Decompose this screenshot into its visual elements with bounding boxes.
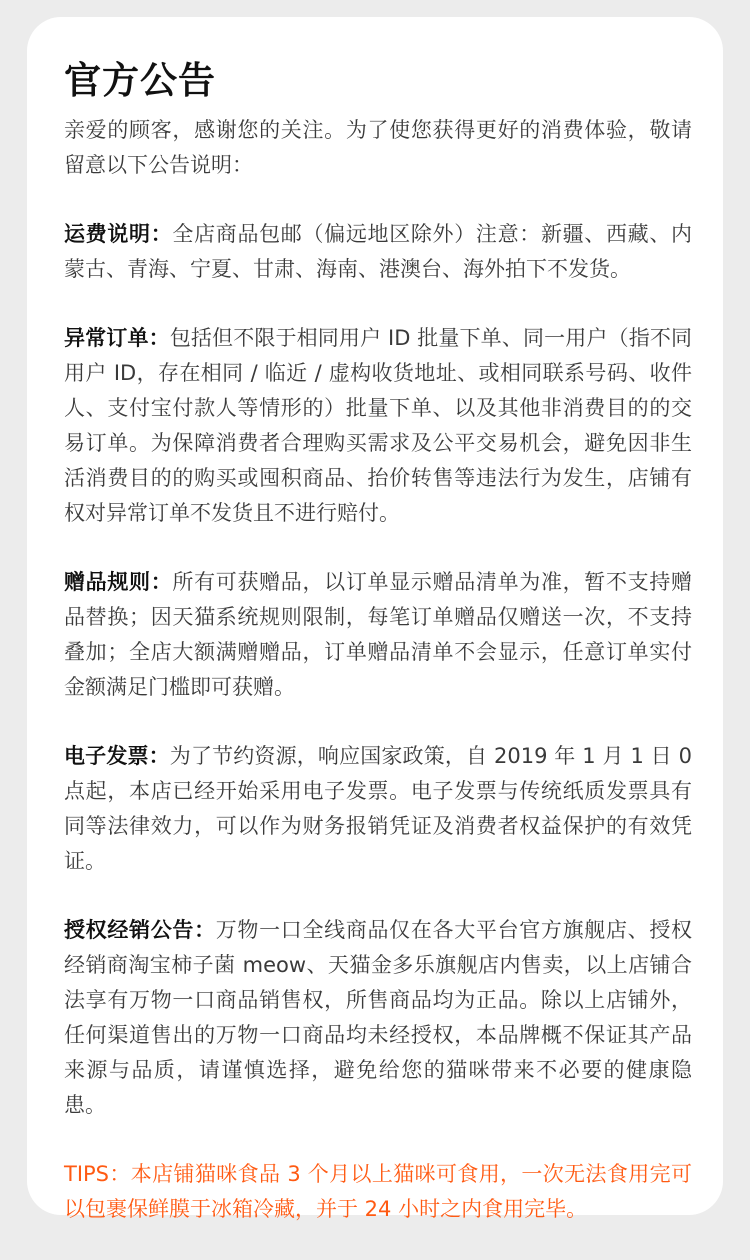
section-label: 电子发票： bbox=[64, 744, 170, 768]
page-title: 官方公告 bbox=[64, 59, 216, 102]
section-authorized-dealers bbox=[64, 913, 692, 1123]
announcement-card bbox=[27, 17, 723, 1221]
intro-text: 亲爱的顾客，感谢您的关注。为了使您获得更好的消费体验，敬请留意以下公告说明： bbox=[64, 118, 692, 177]
section-label: 运费说明： bbox=[64, 222, 173, 246]
section-label: 异常订单： bbox=[64, 326, 170, 350]
divider-space bbox=[64, 705, 692, 739]
divider-space bbox=[64, 879, 692, 913]
divider-space bbox=[64, 287, 692, 321]
section-text: 所有可获赠品，以订单显示赠品清单为准，暂不支持赠品替换；因天猫系统规则限制，每笔订单赠品仅赠送一次，不支持叠加；全店大额满赠赠品，订单赠品清单不会显示，任意订单实付金额满足门槛即可获赠。 bbox=[64, 570, 693, 699]
divider-space bbox=[64, 531, 692, 565]
section-label: 授权经销公告： bbox=[64, 918, 216, 942]
tips-text: TIPS：本店铺猫咪食品 3 个月以上猫咪可食用，一次无法食用完可以包裹保鲜膜于冰箱冷藏，并于 24 小时之内食用完毕。 bbox=[64, 1162, 692, 1221]
section-text: 万物一口全线商品仅在各大平台官方旗舰店、授权经销商淘宝柿子菌 meow、天猫金多乐旗舰店内售卖，以上店铺合法享有万物一口商品销售权，所售商品均为正品。除以上店铺外，任何渠道售出的万物一口商品均未经授权，本品牌概不保证其产品来源与品质，请谨慎选择，避免给您的猫咪带来不必要的健康隐患。 bbox=[64, 918, 692, 1117]
section-text: 包括但不限于相同用户 ID 批量下单、同一用户（指不同用户 ID，存在相同 / 临近 / 虚构收货地址、或相同联系号码、收件人、支付宝付款人等情形的）批量下单、以及其他非消费目的的交易订单。为保障消费者合理购买需求及公平交易机会，避免因非生活消费目的的购买或囤积商品、抬价转售等违法行为发生，店铺有权对异常订单不发货且不进行赔付。 bbox=[64, 326, 693, 525]
section-e-invoice bbox=[64, 739, 692, 879]
section-shipping bbox=[64, 217, 692, 287]
announcement-content bbox=[64, 59, 692, 1227]
section-gift-rules bbox=[64, 565, 692, 705]
section-abnormal-orders bbox=[64, 321, 692, 531]
section-text: 为了节约资源，响应国家政策，自 2019 年 1 月 1 日 0 点起，本店已经开始采用电子发票。电子发票与传统纸质发票具有同等法律效力，可以作为财务报销凭证及消费者权益保护的有效凭证。 bbox=[64, 744, 692, 873]
divider-space bbox=[64, 183, 692, 217]
divider-space bbox=[64, 1123, 692, 1157]
section-label: 赠品规则： bbox=[64, 570, 173, 594]
section-text: 全店商品包邮（偏远地区除外）注意：新疆、西藏、内蒙古、青海、宁夏、甘肃、海南、港澳台、海外拍下不发货。 bbox=[64, 222, 693, 281]
